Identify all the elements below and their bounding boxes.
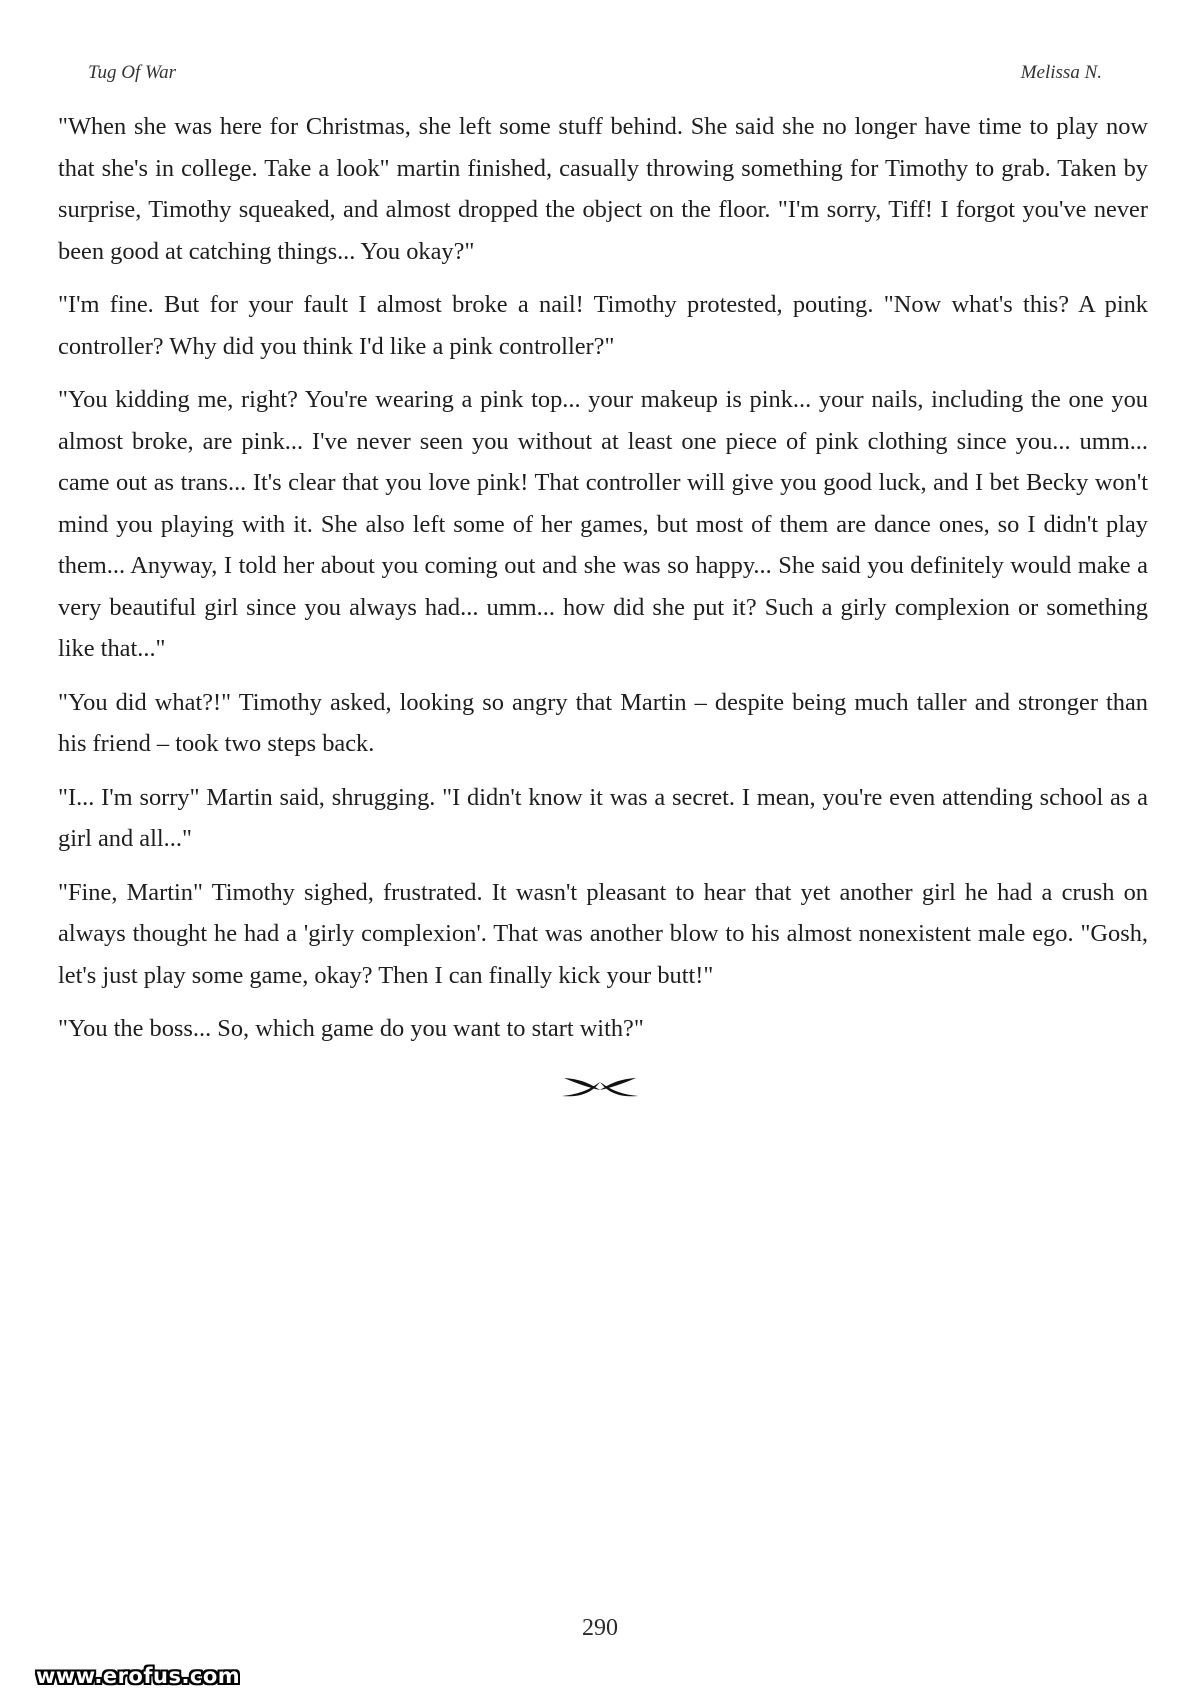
paragraph: "I... I'm sorry" Martin said, shrugging. "I didn't know it was a secret. I mean, you're even attending school as a girl and all..." xyxy=(58,783,1148,852)
book-title: Tug Of War xyxy=(88,62,176,83)
body-text xyxy=(58,106,1148,1062)
scene-break-ornament-icon xyxy=(560,1074,640,1102)
paragraph: "I'm fine. But for your fault I almost broke a nail! Timothy protested, pouting. "Now what's this? A pink controller? Why did you think I'd like a pink controller?" xyxy=(58,291,1148,360)
paragraph: "Fine, Martin" Timothy sighed, frustrated. It wasn't pleasant to hear that yet another girl he had a crush on always thought he had a 'girly complexion'. That was another blow to his almost nonexistent male ego. "Gosh, let's just play some game, okay? Then I can finally kick your butt!" xyxy=(58,878,1148,989)
paragraph: "You kidding me, right? You're wearing a pink top... your makeup is pink... your nails, including the one you almost broke, are pink... I've never seen you without at least one piece of pink clothing since you... umm... came out as trans... It's clear that you love pink! That controller will give you good luck, and I bet Becky won't mind you playing with it. She also left some of her games, but most of them are dance ones, so I didn't play them... Anyway, I told her about you coming out and she was so happy... She said you definitely would make a very beautiful girl since you always had... umm... how did she put it? Such a girly complexion or something like that..." xyxy=(58,386,1148,662)
page-number: 290 xyxy=(582,1615,618,1641)
paragraph: "You did what?!" Timothy asked, looking so angry that Martin – despite being much taller and stronger than his friend – took two steps back. xyxy=(58,688,1148,757)
watermark: www.erofus.com xyxy=(36,1664,241,1688)
running-header xyxy=(88,62,1102,90)
paragraph: "When she was here for Christmas, she left some stuff behind. She said she no longer have time to play now that she's in college. Take a look" martin finished, casually throwing something for Timothy to grab. Taken by surprise, Timothy squeaked, and almost dropped the object on the floor. "I'm sorry, Tiff! I forgot you've never been good at catching things... You okay?" xyxy=(58,113,1148,265)
author-name: Melissa N. xyxy=(1020,62,1102,83)
paragraph: "You the boss... So, which game do you want to start with?" xyxy=(58,1015,644,1042)
